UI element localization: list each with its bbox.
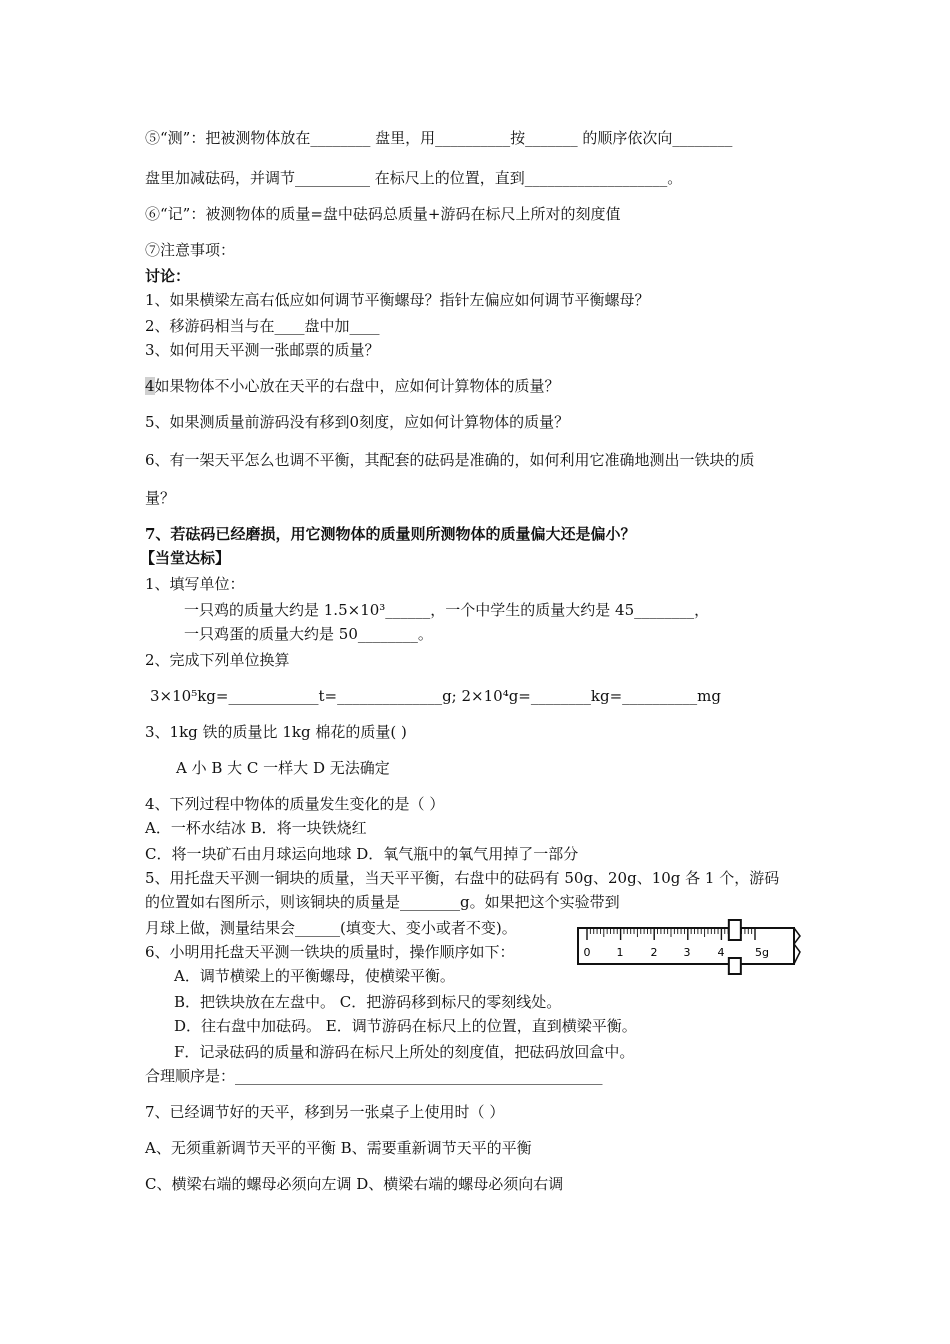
practice-q6-step-f: F．记录砝码的质量和游码在标尺上所处的刻度值，把砝码放回盒中。: [174, 1043, 635, 1061]
text-line-04: ⑦注意事项：: [145, 241, 236, 259]
text-line-03: ⑥“记”：被测物体的质量=盘中砝码总质量+游码在标尺上所对的刻度值: [145, 205, 621, 223]
practice-q6-step-a: A．调节横梁上的平衡螺母，使横梁平衡。: [174, 967, 455, 985]
tick-label-2: 2: [650, 946, 658, 959]
practice-q6-step-de: D．往右盘中加砝码。 E．调节游码在标尺上的位置，直到横梁平衡。: [174, 1017, 637, 1035]
rider-bottom-tab: [729, 958, 741, 974]
tick-label-3: 3: [683, 946, 691, 959]
discussion-q1: 1、如果横梁左高右低应如何调节平衡螺母？指针左偏应如何调节平衡螺母？: [145, 291, 650, 309]
practice-q1: 1、填写单位：: [145, 575, 245, 593]
balance-beam-ruler: [576, 918, 802, 978]
discussion-q3: 3、如何用天平测一张邮票的质量？: [145, 341, 380, 359]
rider-top-tab: [729, 920, 741, 940]
practice-q4-options-cd: C．将一块矿石由月球运向地球 D．氧气瓶中的氧气用掉了一部分: [145, 845, 579, 863]
discussion-q4-text: 如果物体不小心放在天平的右盘中，应如何计算物体的质量？: [154, 377, 560, 395]
tick-label-5g: 5g: [755, 946, 769, 959]
tick-label-4: 4: [717, 946, 725, 959]
text-line-02: 盘里加减砝码，并调节__________ 在标尺上的位置，直到___________________。: [145, 169, 683, 187]
tick-label-0: 0: [583, 946, 591, 959]
practice-q4: 4、下列过程中物体的质量发生变化的是（ ）: [145, 795, 445, 813]
section-heading-practice: 【当堂达标】: [140, 549, 231, 567]
practice-q7-options-cd: C、横梁右端的螺母必须向左调 D、横梁右端的螺母必须向右调: [145, 1175, 564, 1193]
tick-label-1: 1: [616, 946, 624, 959]
question-number-highlight: 4: [145, 377, 155, 395]
practice-q7: 7、已经调节好的天平，移到另一张桌子上使用时（ ）: [145, 1103, 505, 1121]
practice-q6-answer: 合理顺序是：_________________________________________________: [145, 1067, 603, 1085]
practice-q4-options-ab: A．一杯水结冰 B．将一块铁烧红: [145, 819, 367, 837]
practice-q5: 5、用托盘天平测一铜块的质量，当天平平衡，右盘中的砝码有 50g、20g、10g 各 1 个，游码: [145, 869, 780, 887]
practice-q3: 3、1kg 铁的质量比 1kg 棉花的质量( ): [145, 723, 407, 741]
discussion-q4: [145, 376, 560, 396]
practice-q2-conversion: 3×10⁵kg=____________t=______________g; 2×10⁴g=________kg=__________mg: [150, 687, 721, 705]
discussion-q2: 2、移游码相当与在____盘中加____: [145, 317, 380, 335]
discussion-heading: 讨论：: [145, 267, 191, 285]
practice-q3-options: A 小 B 大 C 一样大 D 无法确定: [176, 759, 390, 777]
discussion-q6-cont: 量？: [145, 489, 176, 507]
practice-q2: 2、完成下列单位换算: [145, 651, 290, 669]
discussion-q5: 5、如果测质量前游码没有移到0刻度，应如何计算物体的质量？: [145, 413, 570, 431]
practice-q6-step-bc: B．把铁块放在左盘中。 C．把游码移到标尺的零刻线处。: [174, 993, 562, 1011]
practice-q5-cont1: 的位置如右图所示，则该铜块的质量是________g。如果把这个实验带到: [145, 893, 620, 911]
discussion-q6: 6、有一架天平怎么也调不平衡，其配套的砝码是准确的，如何利用它准确地测出一铁块的质: [145, 451, 755, 469]
practice-q7-options-ab: A、无须重新调节天平的平衡 B、需要重新调节天平的平衡: [145, 1139, 532, 1157]
practice-q6: 6、小明用托盘天平测一铁块的质量时，操作顺序如下：: [145, 943, 515, 961]
discussion-q7: 7、若砝码已经磨损，用它测物体的质量则所测物体的质量偏大还是偏小？: [145, 525, 636, 543]
practice-q1-line1: 一只鸡的质量大约是 1.5×10³______，一个中学生的质量大约是 45________，: [184, 601, 710, 619]
text-line-01: ⑤“测”：把被测物体放在________ 盘里，用__________按_______ 的顺序依次向________: [145, 129, 733, 147]
practice-q5-cont2: 月球上做，测量结果会______(填变大、变小或者不变)。: [145, 919, 517, 937]
practice-q1-line2: 一只鸡蛋的质量大约是 50________。: [184, 625, 433, 643]
